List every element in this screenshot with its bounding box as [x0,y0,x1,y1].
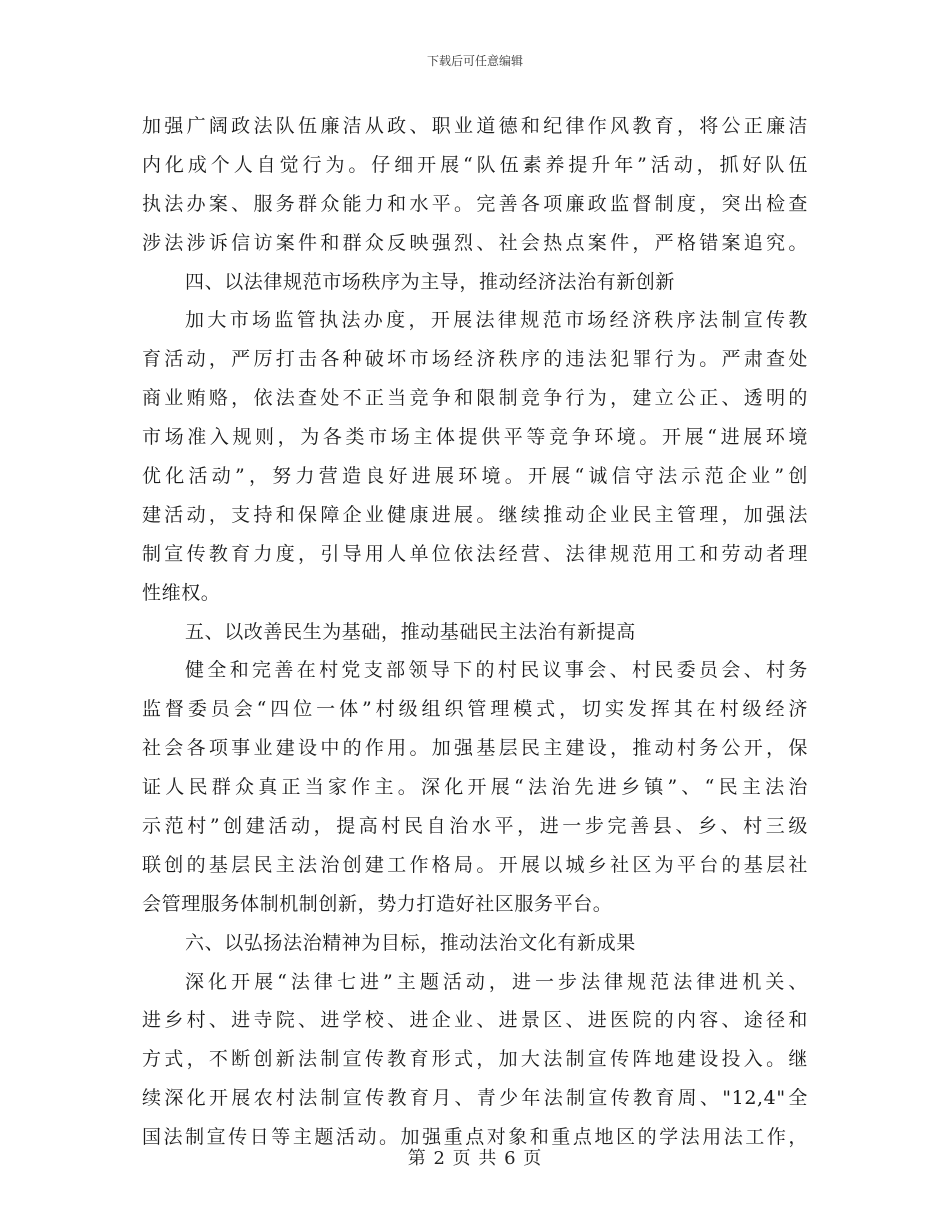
text-line: 执法办案、服务群众能力和水平。完善各项廉政监督制度，突出检查 [142,192,808,215]
text-line: 会管理服务体制机制创新，势力打造好社区服务平台。 [142,892,613,915]
text-line: 五、以改善民生为基础，推动基础民主法治有新提高 [185,620,636,643]
text-line: 涉法涉诉信访案件和群众反映强烈、社会热点案件，严格错案追究。 [142,231,808,254]
text-line: 内化成个人自觉行为。仔细开展“队伍素养提升年”活动，抓好队伍 [142,153,808,176]
text-line: 加大市场监管执法办度，开展法律规范市场经济秩序法制宣传教 [185,309,808,332]
text-line: 市场准入规则，为各类市场主体提供平等竞争环境。开展“进展环境 [142,426,808,449]
text-line: 国法制宣传日等主题活动。加强重点对象和重点地区的学法用法工作， [142,1126,808,1149]
page-header-note: 下载后可任意编辑 [426,54,523,68]
text-line: 四、以法律规范市场秩序为主导，推动经济法治有新创新 [185,270,676,293]
text-line: 制宣传教育力度，引导用人单位依法经营、法律规范用工和劳动者理 [142,542,808,565]
text-line: 性维权。 [142,581,221,604]
text-line: 监督委员会“四位一体”村级组织管理模式，切实发挥其在村级经济 [142,698,808,721]
text-line: 建活动，支持和保障企业健康进展。继续推动企业民主管理，加强法 [142,503,808,526]
page-number-footer: 第 2 页 共 6 页 [407,1148,543,1169]
text-line: 育活动，严厉打击各种破坏市场经济秩序的违法犯罪行为。严肃查处 [142,348,808,371]
document-body [142,107,808,1157]
text-line: 联创的基层民主法治创建工作格局。开展以城乡社区为平台的基层社 [142,853,808,876]
text-line: 商业贿赂，依法查处不正当竞争和限制竞争行为，建立公正、透明的 [142,387,808,410]
text-line: 深化开展“法律七进”主题活动，进一步法律规范法律进机关、 [185,970,808,993]
text-line: 方式，不断创新法制宣传教育形式，加大法制宣传阵地建设投入。继 [142,1048,808,1071]
text-line: 六、以弘扬法治精神为目标，推动法治文化有新成果 [185,931,636,954]
text-line: 社会各项事业建设中的作用。加强基层民主建设，推动村务公开，保 [142,737,808,760]
text-line: 证人民群众真正当家作主。深化开展“法治先进乡镇”、“民主法治 [142,776,808,799]
text-line: 加强广阔政法队伍廉洁从政、职业道德和纪律作风教育，将公正廉洁 [142,115,808,137]
text-line: 进乡村、进寺院、进学校、进企业、进景区、进医院的内容、途径和 [142,1009,808,1032]
text-line: 续深化开展农村法制宣传教育月、青少年法制宣传教育周、"12,4"全 [142,1087,808,1110]
text-line: 示范村”创建活动，提高村民自治水平，进一步完善县、乡、村三级 [142,815,808,838]
text-line: 优化活动”，努力营造良好进展环境。开展“诚信守法示范企业”创 [142,465,808,488]
text-line: 健全和完善在村党支部领导下的村民议事会、村民委员会、村务 [185,659,808,682]
